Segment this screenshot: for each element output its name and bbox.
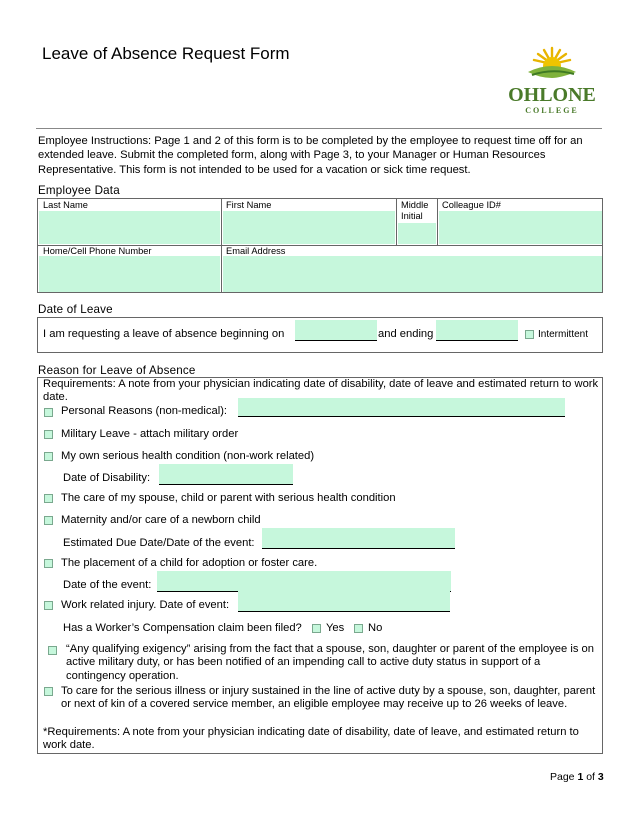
phone-field[interactable] [39, 256, 220, 292]
page-title: Leave of Absence Request Form [42, 44, 290, 63]
exigency-label: “Any qualifying exigency” arising from the fact that a spouse, son, daughter or parent of the employee is on active military duty, or has been notified of an impending call to active duty status in support of a contingency operation. [66, 643, 594, 682]
placement-checkbox[interactable] [44, 559, 53, 568]
divider [221, 198, 222, 246]
care-family-checkbox[interactable] [44, 494, 53, 503]
due-date-field[interactable] [262, 528, 455, 549]
date-of-disability-label: Date of Disability: [63, 472, 151, 484]
military-leave-checkbox[interactable] [44, 430, 53, 439]
service-member-checkbox[interactable] [44, 687, 53, 696]
email-field[interactable] [223, 256, 602, 292]
date-of-event-label: Date of the event: [63, 579, 152, 591]
due-date-label: Estimated Due Date/Date of the event: [63, 537, 255, 549]
logo-wordmark: OHLONE [508, 84, 596, 106]
workers-comp-label: Has a Worker’s Compensation claim been filed? [63, 622, 302, 634]
last-name-label: Last Name [43, 200, 88, 210]
placement-label: The placement of a child for adoption or foster care. [61, 557, 318, 569]
middle-initial-field[interactable] [398, 223, 436, 244]
last-name-field[interactable] [39, 211, 220, 244]
personal-reasons-checkbox[interactable] [44, 408, 53, 417]
military-leave-label: Military Leave - attach military order [61, 428, 239, 440]
workers-comp-yes-label: Yes [326, 622, 345, 634]
middle-initial-label: Middle [401, 200, 429, 210]
and-ending-label: and ending [378, 328, 434, 340]
work-injury-date-field[interactable] [238, 591, 450, 612]
divider [396, 198, 397, 246]
instructions-text: Employee Instructions: Page 1 and 2 of this form is to be completed by the employee to request time off for an extended leave. Submit the completed form, along with Page 3, to your Manager or Human Resources Representative. This form is not intended to be used for a vacation or sick time request. [38, 135, 583, 176]
maternity-checkbox[interactable] [44, 516, 53, 525]
leave-start-date-field[interactable] [295, 320, 377, 341]
first-name-field[interactable] [223, 211, 395, 244]
current-page: 1 [577, 771, 584, 783]
first-name-label: First Name [226, 200, 272, 210]
requirements-note: *Requirements: A note from your physician indicating date of disability, date of leave, and estimated return to work date. [43, 726, 579, 751]
workers-comp-no-label: No [368, 622, 383, 634]
own-health-label: My own serious health condition (non-work related) [61, 450, 315, 462]
date-of-leave-heading: Date of Leave [38, 303, 113, 316]
leave-start-label: I am requesting a leave of absence beginning on [43, 328, 285, 340]
personal-reasons-field[interactable] [238, 398, 565, 417]
divider [221, 245, 222, 293]
email-label: Email Address [226, 246, 286, 256]
total-pages: 3 [597, 771, 604, 783]
maternity-label: Maternity and/or care of a newborn child [61, 514, 261, 526]
date-of-disability-field[interactable] [159, 464, 293, 485]
personal-reasons-label: Personal Reasons (non-medical): [61, 405, 228, 417]
logo-subtitle: COLLEGE [525, 106, 579, 115]
page-of: of [583, 771, 598, 783]
workers-comp-no-checkbox[interactable] [354, 624, 363, 633]
own-health-checkbox[interactable] [44, 452, 53, 461]
colleague-id-label: Colleague ID# [442, 200, 501, 210]
work-injury-checkbox[interactable] [44, 601, 53, 610]
service-member-label: To care for the serious illness or injury sustained in the line of active duty by a spouse, son, daughter, parent or next of kin of a covered service member, an eligible employee may receive up to 26 weeks of leave. [61, 685, 596, 711]
care-family-label: The care of my spouse, child or parent with serious health condition [61, 492, 396, 504]
work-injury-label: Work related injury. Date of event: [61, 599, 230, 611]
intermittent-checkbox[interactable] [525, 330, 534, 339]
leave-end-date-field[interactable] [436, 320, 518, 341]
reason-heading: Reason for Leave of Absence [38, 364, 196, 377]
reason-requirements-text: Requirements: A note from your physician indicating date of disability, date of leave and estimated return to work date. [43, 378, 599, 403]
middle-initial-label-2: Initial [401, 211, 423, 221]
header-divider [36, 128, 602, 129]
divider [437, 198, 438, 246]
phone-label: Home/Cell Phone Number [43, 246, 152, 256]
colleague-id-field[interactable] [439, 211, 602, 244]
date-of-event-field[interactable] [157, 571, 451, 592]
exigency-checkbox[interactable] [48, 646, 57, 655]
page-prefix: Page [550, 771, 578, 783]
workers-comp-yes-checkbox[interactable] [312, 624, 321, 633]
employee-data-heading: Employee Data [38, 184, 120, 197]
page-number [550, 771, 604, 783]
intermittent-label: Intermittent [538, 329, 589, 340]
